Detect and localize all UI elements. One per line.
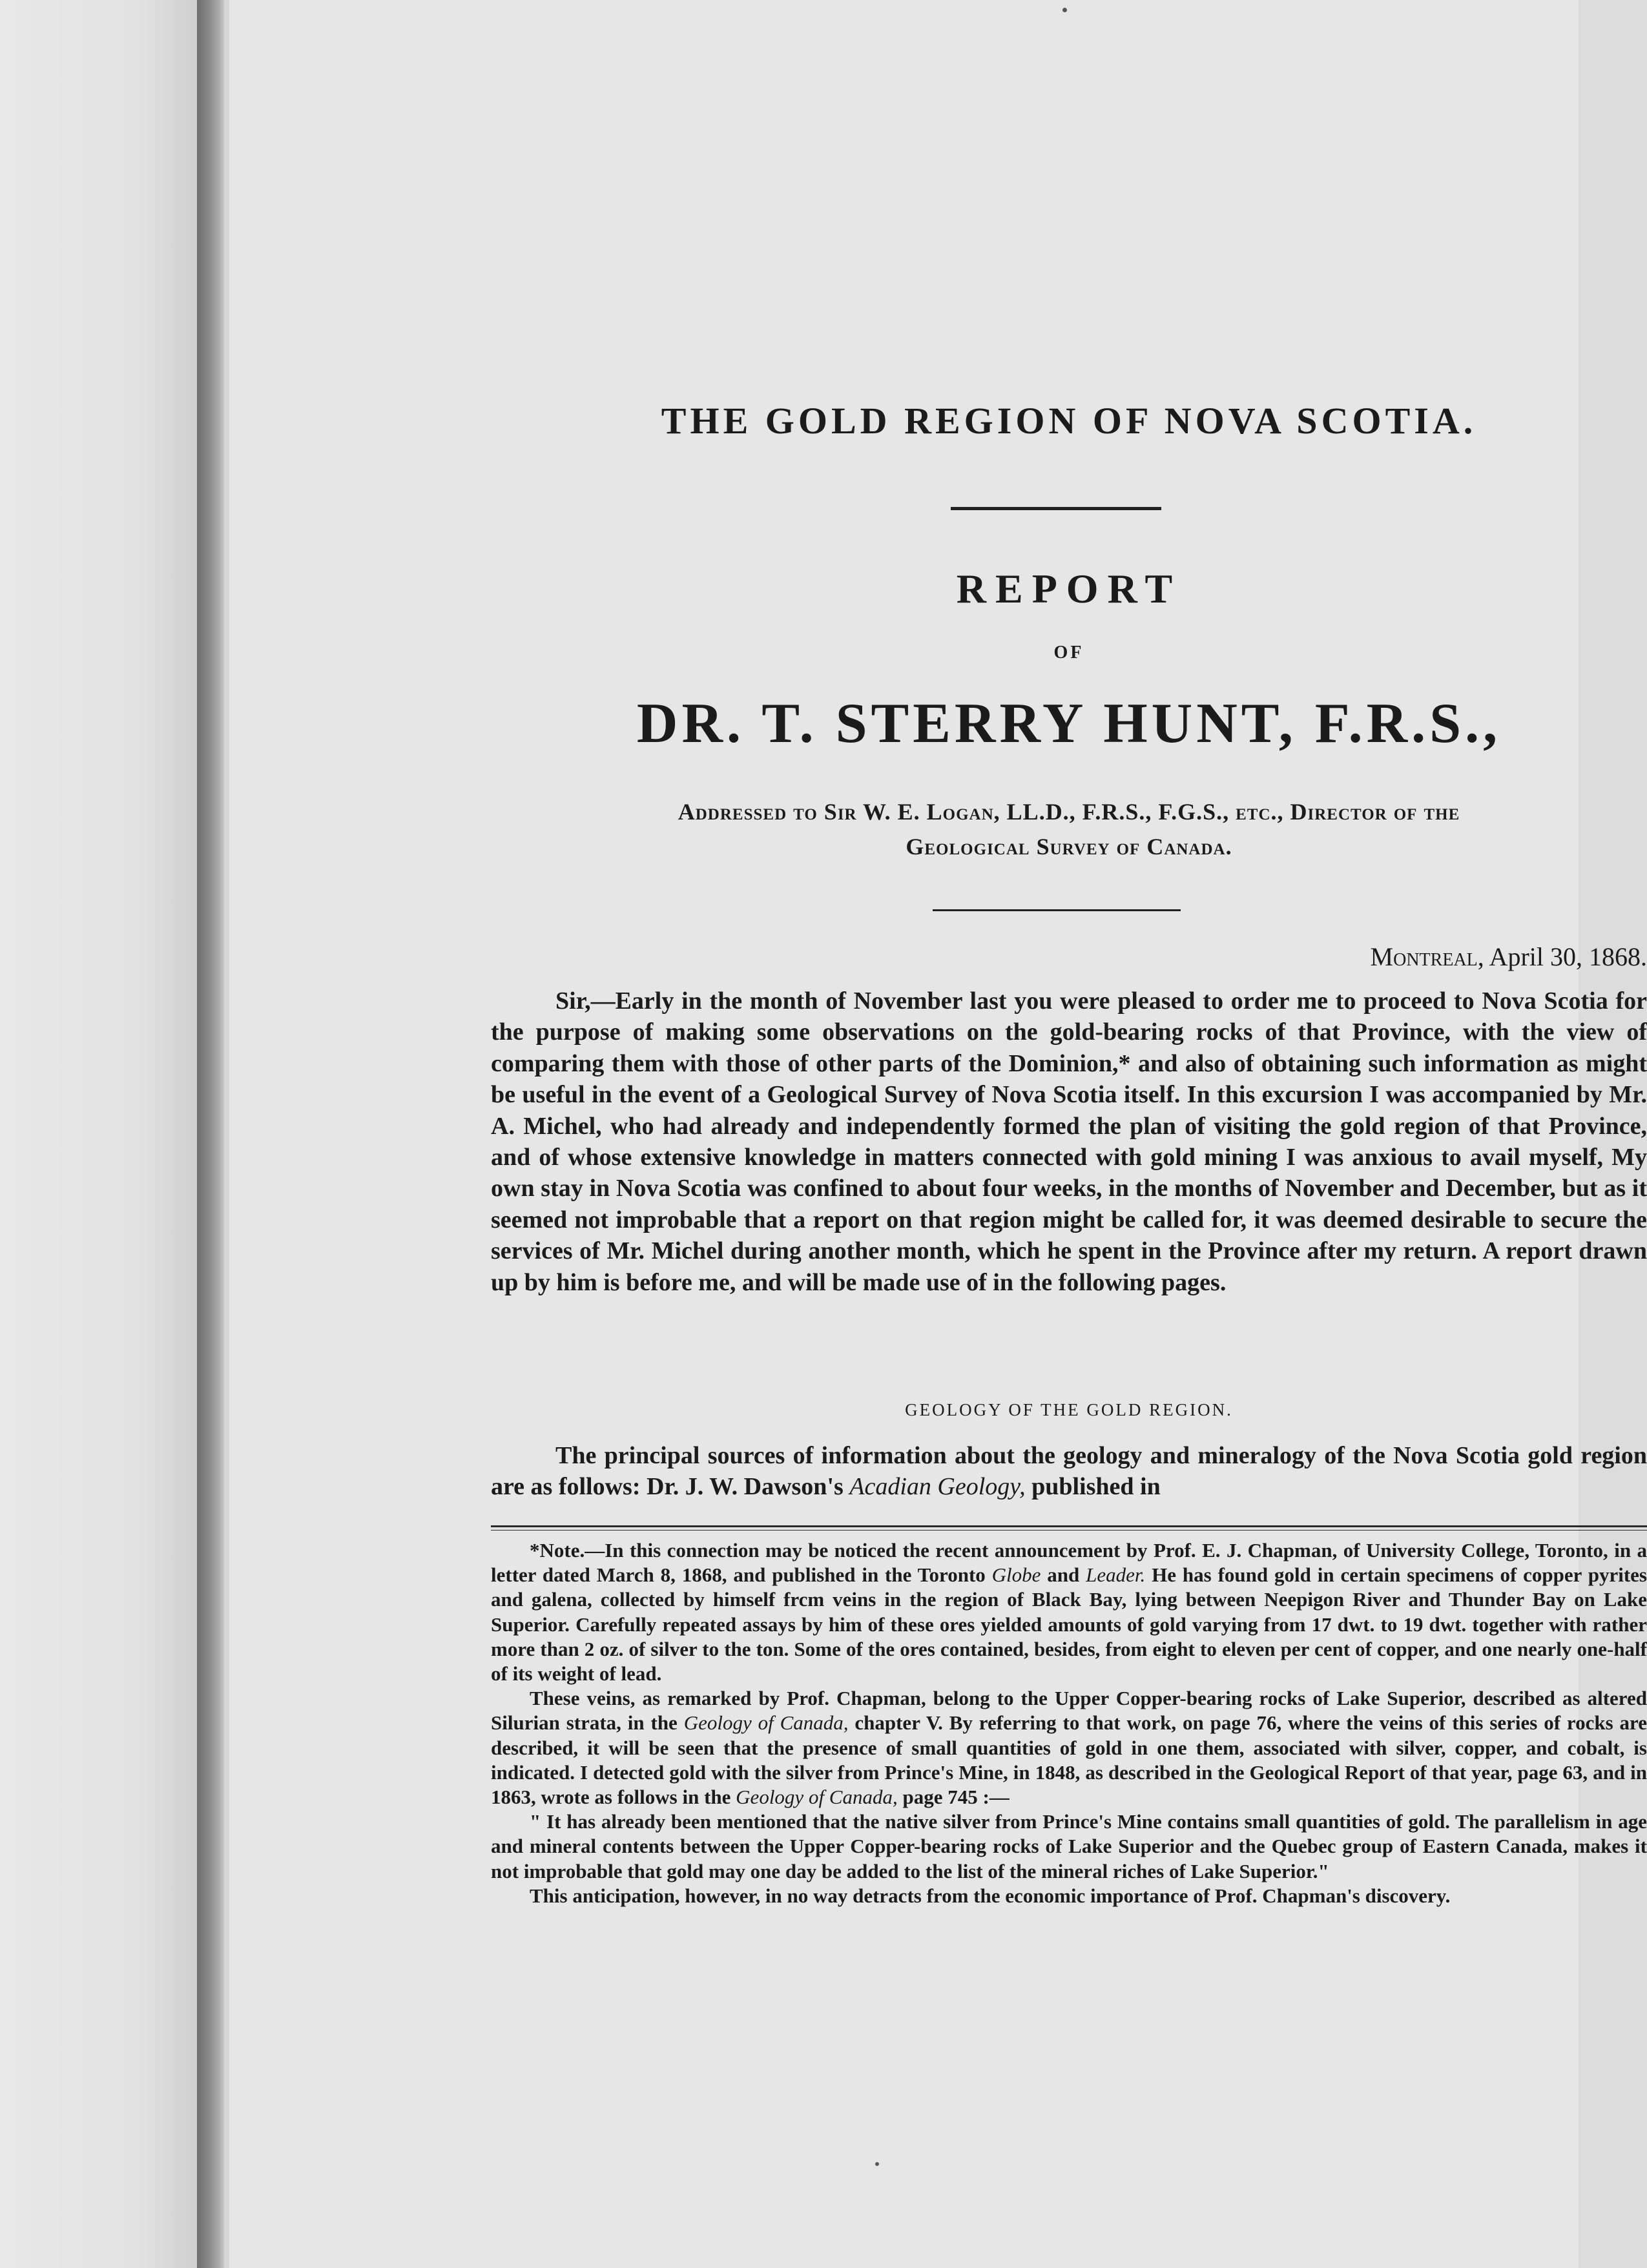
title-rule — [951, 507, 1161, 510]
facing-page — [0, 0, 197, 2268]
address-line-2: Geological Survey of Canada. — [906, 834, 1232, 860]
print-speck — [1062, 8, 1067, 12]
footnote — [491, 1538, 1647, 1908]
print-speck — [875, 2162, 879, 2166]
letter-paragraph: Sir,—Early in the month of November last you were pleased to order me to proceed to Nova Scotia for the purpose of making some observations on the gold-bearing rocks of that Province, with the view of comparing them with those of other parts of the Dominion,* and also of obtaining such information as might be useful in the event of a Geological Survey of Nova Scotia itself. In this excursion I was accompanied by Mr. A. Michel, who had already and independently formed the plan of visiting the gold region of that Province, and of whose extensive knowledge in matters connected with gold mining I was anxious to avail myself, My own stay in Nova Scotia was confined to about four weeks, in the months of November and December, but as it seemed not improbable that a report on that region might be called for, it was deemed desirable to secure the services of Mr. Michel during another month, which he spent in the Province after my return. A report drawn up by him is before me, and will be made use of in the following pages. — [491, 987, 1647, 1296]
footnote-rule — [491, 1525, 1647, 1531]
footnote-paragraph-3: " It has already been mentioned that the native silver from Prince's Mine contains small quantities of gold. The parallelism in age and mineral contents between the Upper Copper-bearing rocks of Lake Superior and the Quebec group of Eastern Canada, makes it not improbable that gold may one day be added to the list of the mineral riches of Lake Superior." — [491, 1810, 1647, 1882]
dateline-place: Montreal, — [1370, 942, 1484, 971]
section-paragraph — [491, 1440, 1647, 1502]
footnote-text: He has found gold in certain specimens of copper pyrites and galena, collected by himself frcm veins in the region of Black Bay, lying between Neepigon River and Thunder Bay on Lake Superior. Carefully repeated assays by him of these ores yielded amounts of gold varying from 17 dwt. to 19 dwt. together with rather more than 2 oz. of silver to the ton. Some of the ores contained, besides, from eight to eleven per cent of copper, and one nearly one-half of its weight of lead. — [491, 1563, 1647, 1686]
addressee — [491, 794, 1647, 864]
address-rule — [933, 909, 1181, 911]
dateline-date: April 30, 1868. — [1489, 942, 1647, 971]
footnote-paragraph-2 — [491, 1686, 1647, 1809]
footnote-paragraph-4: This anticipation, however, in no way detracts from the economic importance of Prof. Chapman's discovery. — [530, 1884, 1451, 1907]
address-line-1: Addressed to Sir W. E. Logan, LL.D., F.R.S., F.G.S., etc., Director of the — [678, 799, 1460, 825]
footnote-italic: Geology of Canada, — [736, 1786, 898, 1809]
letter-body — [491, 985, 1647, 1298]
dateline — [1066, 942, 1647, 972]
footnote-text: page 745 :— — [897, 1786, 1010, 1809]
gutter-edge — [224, 0, 229, 2268]
report-heading: REPORT — [956, 566, 1182, 612]
footnote-text: *Note.—In this connection may be noticed the recent announcement by Prof. E. J. Chapman, of University College, Toronto, in a letter dated March 8, 1868, and published in the Toronto — [491, 1539, 1647, 1587]
footnote-italic: Geology of Canada, — [683, 1711, 849, 1735]
footnote-text: and — [1041, 1563, 1086, 1587]
author-name: DR. T. STERRY HUNT, F.R.S., — [636, 692, 1502, 755]
section-italic-title: Acadian Geology, — [849, 1473, 1026, 1500]
footnote-paragraph-1 — [491, 1538, 1647, 1686]
section-heading: GEOLOGY OF THE GOLD REGION. — [905, 1400, 1233, 1419]
document-title: THE GOLD REGION OF NOVA SCOTIA. — [661, 400, 1477, 442]
book-gutter — [197, 0, 224, 2268]
section-body — [491, 1440, 1647, 1502]
document-page — [229, 0, 1647, 2268]
section-text: The principal sources of information about the geology and mineralogy of the Nova Scotia gold region are as follows: Dr. J. W. Dawson's — [491, 1442, 1647, 1500]
section-text-end: published in — [1025, 1473, 1161, 1500]
footnote-italic: Globe — [991, 1563, 1041, 1587]
footnote-italic: Leader. — [1086, 1563, 1146, 1587]
footnote-text: These veins, as remarked by Prof. Chapman, belong to the Upper Copper-bearing rocks of Lake Superior, described as altered Silurian strata, in the — [491, 1687, 1647, 1735]
of-label: OF — [1053, 643, 1084, 663]
footnote-text: chapter V. By referring to that work, on page 76, where the veins of this series of rocks are described, it will be seen that the presence of small quantities of gold in one them, associated with silver, copper, and cobalt, is indicated. I detected gold with the silver from Prince's Mine, in 1848, as described in the Geological Report of that year, page 63, and in 1863, wrote as follows in the — [491, 1711, 1647, 1809]
